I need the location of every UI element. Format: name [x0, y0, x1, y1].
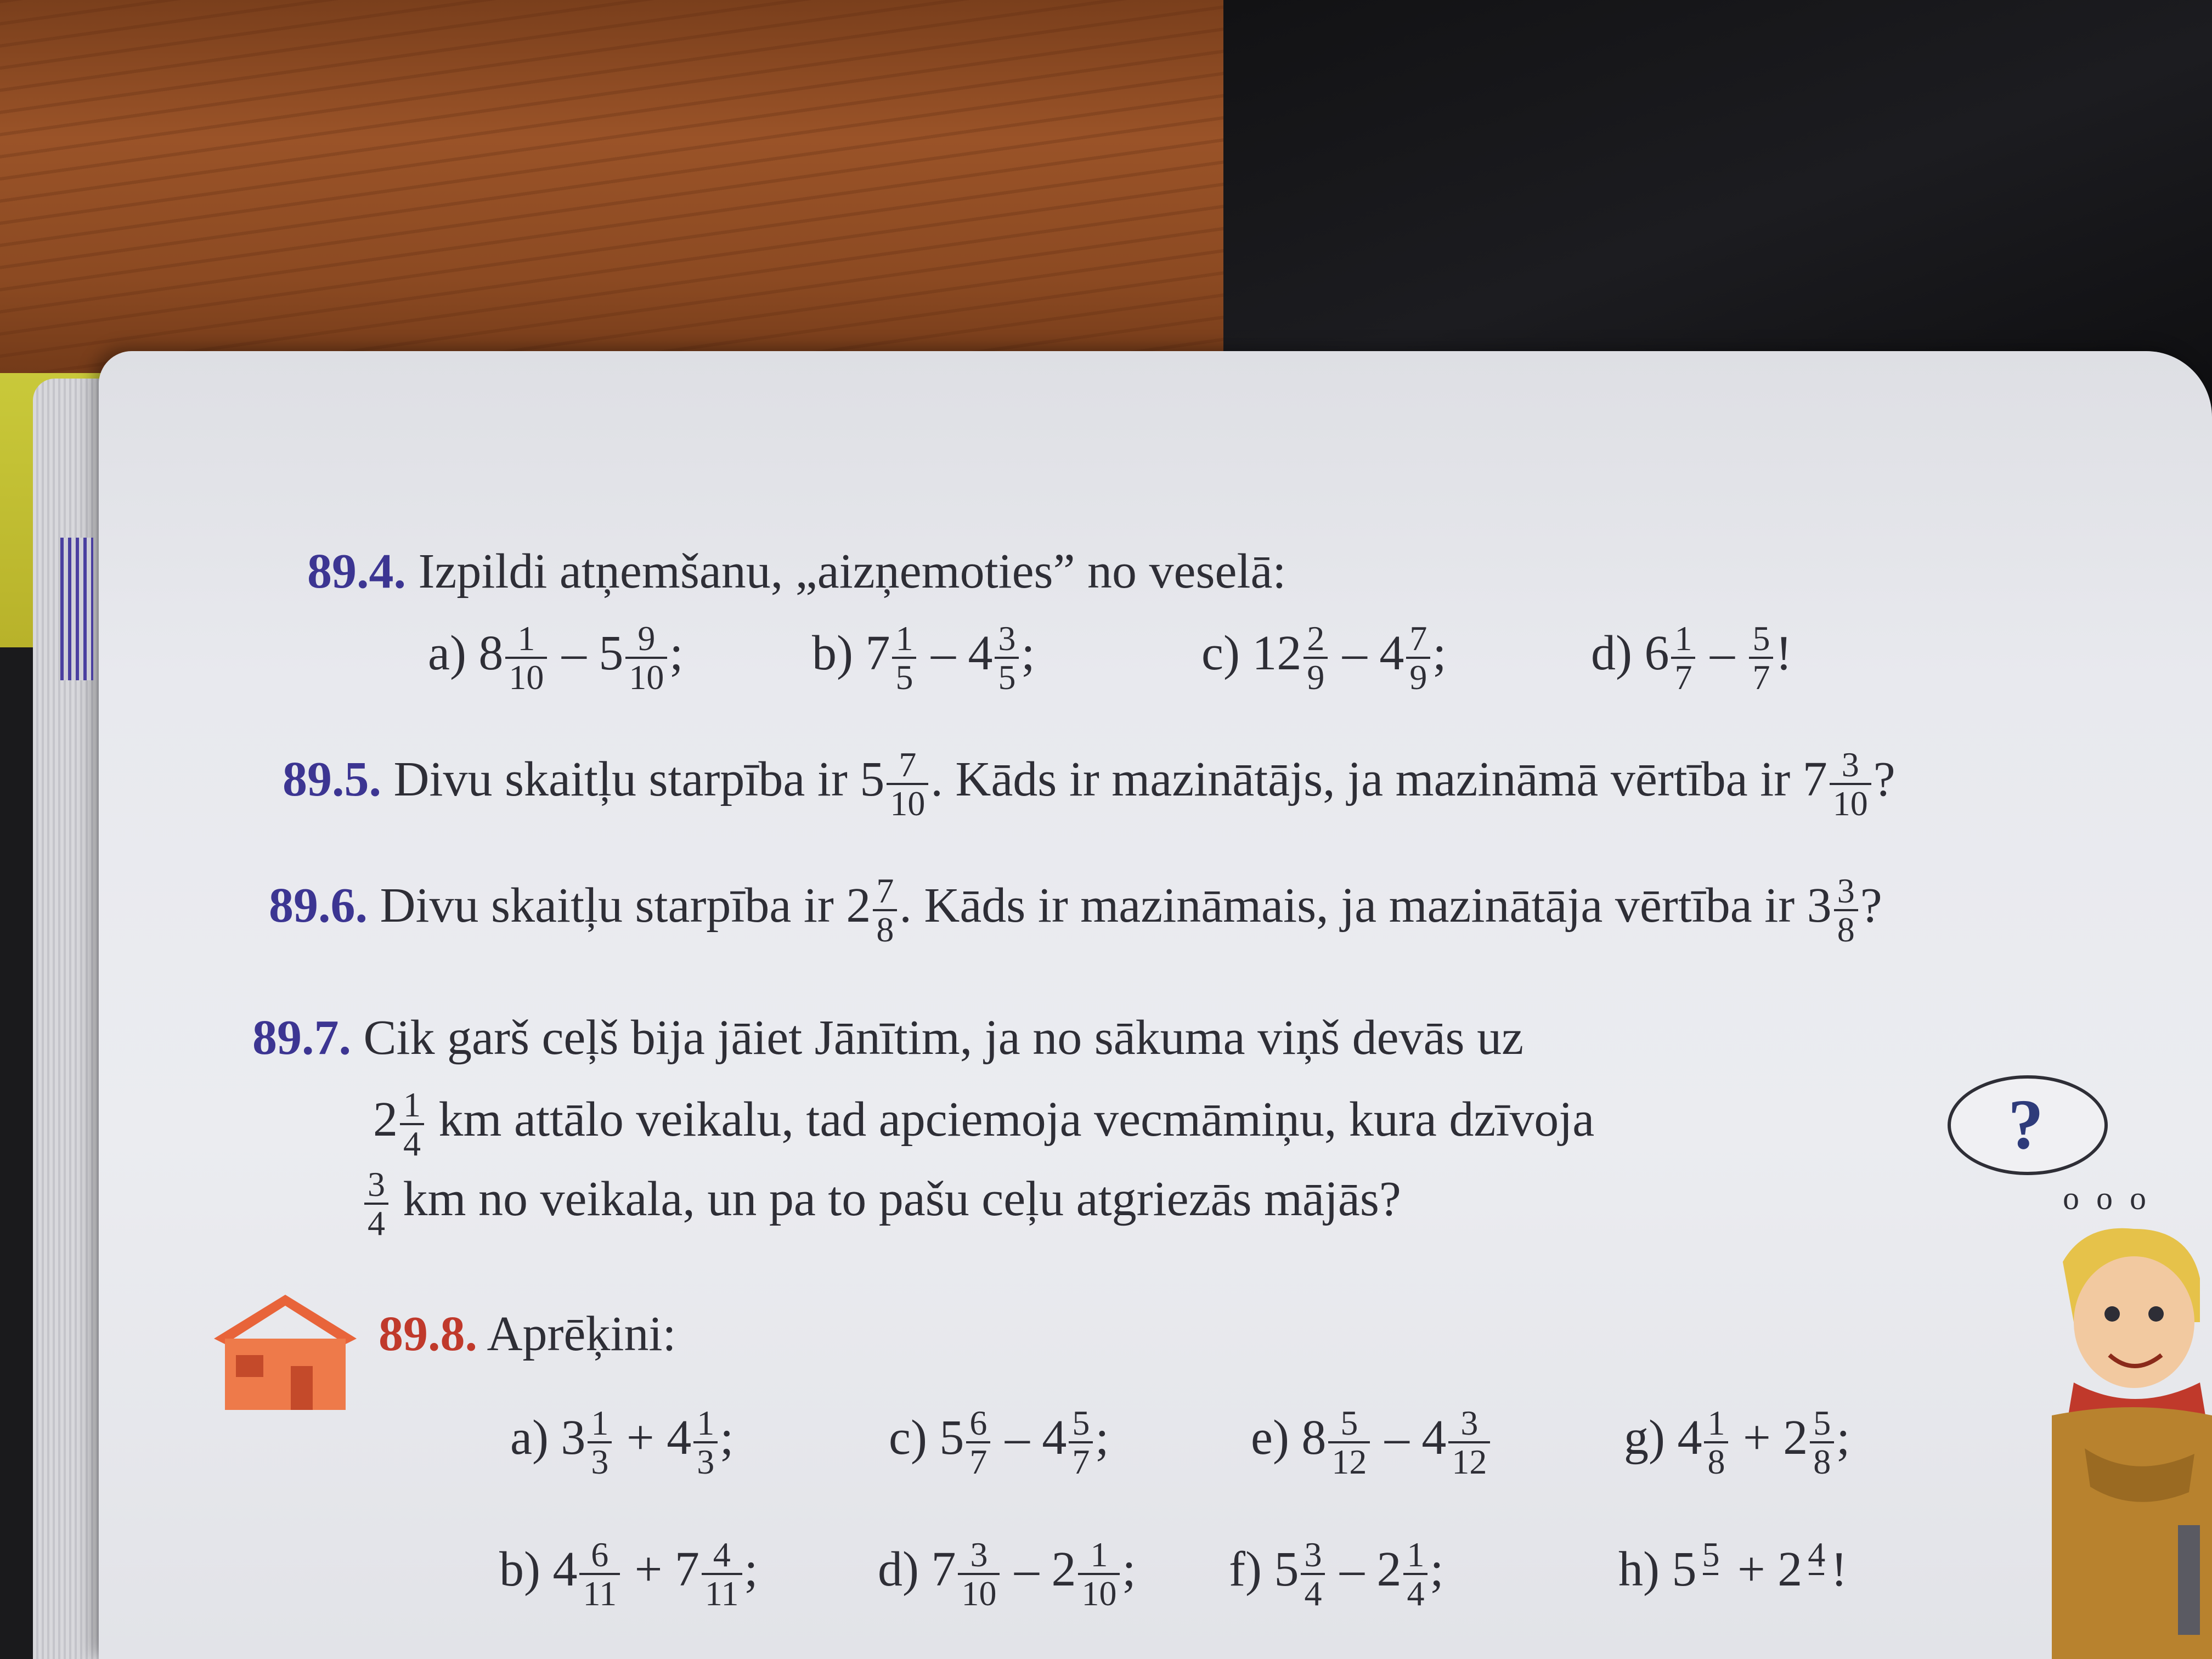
- fraction: $\frac{3}{8}$: [1834, 872, 1858, 948]
- exercise-number: 89.4.: [307, 544, 406, 599]
- item-label: b): [499, 1542, 553, 1596]
- fraction: $\frac{3}{12}$: [1448, 1404, 1490, 1480]
- exercise-89-7-line-1: [252, 1009, 1523, 1066]
- exercise-text: . Kāds ir mazināmais, ja mazinātāja vērtība ir 3: [899, 878, 1832, 933]
- exercise-text: Cik garš ceļš bija jāiet Jānītim, ja no sākuma viņš devās uz: [363, 1011, 1524, 1065]
- item-label: c): [889, 1410, 940, 1465]
- exercise-title: Izpildi atņemšanu, „aizņemoties” no veselā:: [418, 544, 1286, 599]
- exercise-text: Divu skaitļu starpība ir 5: [393, 752, 885, 806]
- exercise-number: 89.6.: [269, 878, 368, 933]
- fraction: 4: [1804, 1536, 1829, 1612]
- fraction: $\frac{1}{7}$: [1671, 620, 1695, 696]
- expression-item: f) 5 $\frac{3}{4}$ – 2 $\frac{1}{4}$ ;: [1229, 1535, 1444, 1613]
- expression-item: b) 7 $\frac{1}{5}$ – 4 $\frac{3}{5}$ ;: [812, 619, 1035, 697]
- item-label: a): [510, 1410, 561, 1465]
- thought-dots: o o o: [2063, 1180, 2151, 1216]
- fraction: $\frac{3}{4}$: [1301, 1536, 1325, 1612]
- fraction: $\frac{6}{11}$: [579, 1536, 620, 1612]
- fraction: $\frac{1}{4}$: [1403, 1536, 1427, 1612]
- exercise-text: . Kāds ir mazinātājs, ja mazināmā vērtība ir 7: [930, 752, 1827, 806]
- expression-item: c) 12 $\frac{2}{9}$ – 4 $\frac{7}{9}$ ;: [1201, 619, 1447, 697]
- fraction: $\frac{1}{8}$: [1704, 1404, 1728, 1480]
- fraction: $\frac{5}{12}$: [1328, 1404, 1370, 1480]
- fraction: $\frac{5}{8}$: [1810, 1404, 1834, 1480]
- exercise-89-4-heading: [307, 543, 1286, 600]
- exercise-text: km no veikala, un pa to pašu ceļu atgriezās mājās?: [403, 1171, 1401, 1226]
- item-label: e): [1251, 1410, 1302, 1465]
- expression-item: b) 4 $\frac{6}{11}$ + 7 $\frac{4}{11}$ ;: [499, 1535, 758, 1613]
- expression-item: a) 8 $\frac{1}{10}$ – 5 $\frac{9}{10}$ ;: [428, 619, 684, 697]
- fraction: $\frac{7}{10}$: [887, 746, 928, 822]
- exercise-title: Aprēķini:: [487, 1307, 676, 1361]
- exercise-89-7-line-2: 2 $\frac{1}{4}$ km attālo veikalu, tad apciemoja vecmāmiņu, kura dzīvoja: [373, 1085, 1595, 1164]
- exercise-number: 89.5.: [283, 752, 381, 806]
- fraction: $\frac{1}{5}$: [892, 620, 916, 696]
- fraction: 5: [1699, 1536, 1723, 1612]
- exercise-text: Divu skaitļu starpība ir 2: [380, 878, 871, 933]
- item-label: c): [1201, 625, 1252, 680]
- exercise-text: km attālo veikalu, tad apciemoja vecmāmiņu, kura dzīvoja: [438, 1092, 1595, 1147]
- page-bookmark-strip: [60, 538, 93, 680]
- expression-item: d) 6 $\frac{1}{7}$ – $\frac{5}{7}$ !: [1591, 619, 1792, 697]
- item-label: g): [1624, 1410, 1678, 1465]
- item-label: d): [1591, 625, 1645, 680]
- exercise-number: 89.8.: [379, 1307, 477, 1361]
- expression-item: h) 5 5 + 2 4 !: [1618, 1536, 1847, 1612]
- fraction: $\frac{1}{10}$: [505, 620, 547, 696]
- exercise-89-6: 89.6. Divu skaitļu starpība ir 2 $\frac{7}{8}$ . Kāds ir mazināmais, ja mazinātāja vērtība ir 3 $\frac{3}{8}$ ?: [269, 871, 1882, 950]
- expression-item: c) 5 $\frac{6}{7}$ – 4 $\frac{5}{7}$ ;: [889, 1403, 1109, 1482]
- fraction: $\frac{4}{11}$: [702, 1536, 742, 1612]
- exercise-89-5: 89.5. Divu skaitļu starpība ir 5 $\frac{7}{10}$ . Kāds ir mazinātājs, ja mazināmā vērtība ir 7 $\frac{3}{10}$ ?: [283, 745, 1895, 823]
- expression-item: a) 3 $\frac{1}{3}$ + 4 $\frac{1}{3}$ ;: [510, 1403, 734, 1482]
- fraction: $\frac{1}{3}$: [693, 1404, 718, 1480]
- exercise-number: 89.7.: [252, 1011, 351, 1065]
- fraction: $\frac{3}{10}$: [1830, 746, 1871, 822]
- question-mark-icon: ?: [2008, 1085, 2044, 1164]
- item-label: b): [812, 625, 866, 680]
- item-label: f): [1229, 1542, 1274, 1596]
- fraction: $\frac{3}{4}$: [364, 1166, 388, 1242]
- expression-item: d) 7 $\frac{3}{10}$ – 2 $\frac{1}{10}$ ;: [878, 1535, 1136, 1613]
- expression-item: e) 8 $\frac{5}{12}$ – 4 $\frac{3}{12}$: [1251, 1404, 1492, 1480]
- wooden-table-background: [0, 0, 1240, 395]
- fraction: $\frac{7}{8}$: [873, 872, 897, 948]
- fraction: $\frac{3}{5}$: [995, 620, 1019, 696]
- fraction: $\frac{9}{10}$: [625, 620, 667, 696]
- expression-item: g) 4 $\frac{1}{8}$ + 2 $\frac{5}{8}$ ;: [1624, 1403, 1850, 1482]
- boy-illustration: [2052, 1218, 2212, 1659]
- exercise-89-8-heading: [379, 1306, 676, 1362]
- home-task-house-icon: [214, 1289, 357, 1410]
- fraction: $\frac{1}{10}$: [1078, 1536, 1120, 1612]
- fraction: $\frac{6}{7}$: [966, 1404, 990, 1480]
- fraction: $\frac{5}{7}$: [1069, 1404, 1093, 1480]
- fraction: $\frac{1}{3}$: [588, 1404, 612, 1480]
- fraction: $\frac{7}{9}$: [1406, 620, 1430, 696]
- fraction: $\frac{5}{7}$: [1749, 620, 1773, 696]
- item-label: a): [428, 625, 479, 680]
- exercise-89-7-line-3: [362, 1166, 1401, 1242]
- item-label: h): [1618, 1542, 1672, 1596]
- item-label: d): [878, 1542, 932, 1596]
- fraction: $\frac{3}{10}$: [958, 1536, 1000, 1612]
- fraction: $\frac{2}{9}$: [1304, 620, 1328, 696]
- fraction: $\frac{1}{4}$: [400, 1086, 424, 1162]
